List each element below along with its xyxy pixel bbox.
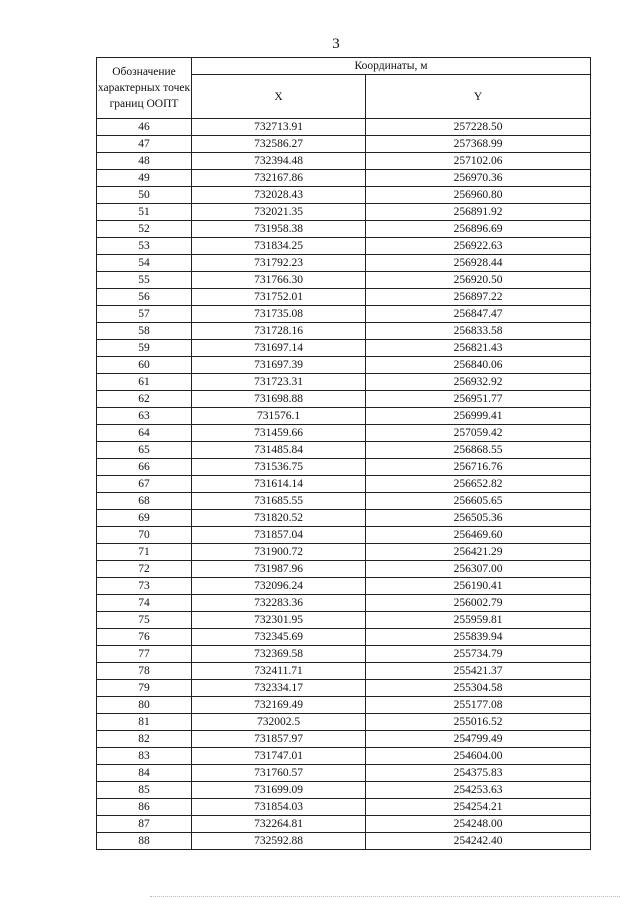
point-id-cell: 86 <box>97 799 192 816</box>
y-coordinate-cell: 257368.99 <box>366 136 591 153</box>
x-coordinate-cell: 731614.14 <box>192 476 366 493</box>
x-coordinate-cell: 731854.03 <box>192 799 366 816</box>
y-coordinate-cell: 256821.43 <box>366 340 591 357</box>
x-coordinate-cell: 732169.49 <box>192 697 366 714</box>
y-coordinate-cell: 256932.92 <box>366 374 591 391</box>
point-id-cell: 53 <box>97 238 192 255</box>
table-row <box>97 476 591 493</box>
y-coordinate-cell: 254604.00 <box>366 748 591 765</box>
point-label-header: Обозначение характерных точек границ ООПТ <box>97 58 192 119</box>
y-coordinate-cell: 255304.58 <box>366 680 591 697</box>
point-id-cell: 58 <box>97 323 192 340</box>
table-row <box>97 578 591 595</box>
x-coordinate-cell: 731723.31 <box>192 374 366 391</box>
y-coordinate-cell: 256833.58 <box>366 323 591 340</box>
point-id-cell: 83 <box>97 748 192 765</box>
table-row <box>97 544 591 561</box>
table-row <box>97 714 591 731</box>
point-id-cell: 60 <box>97 357 192 374</box>
table-row <box>97 238 591 255</box>
y-column-header: Y <box>366 75 591 119</box>
point-id-cell: 46 <box>97 119 192 136</box>
y-coordinate-cell: 256896.69 <box>366 221 591 238</box>
table-row <box>97 697 591 714</box>
point-id-cell: 84 <box>97 765 192 782</box>
table-row <box>97 748 591 765</box>
table-row <box>97 782 591 799</box>
point-id-cell: 73 <box>97 578 192 595</box>
point-id-cell: 57 <box>97 306 192 323</box>
point-id-cell: 75 <box>97 612 192 629</box>
table-row <box>97 595 591 612</box>
y-coordinate-cell: 255959.81 <box>366 612 591 629</box>
table-row <box>97 357 591 374</box>
x-coordinate-cell: 732283.36 <box>192 595 366 612</box>
table-row <box>97 425 591 442</box>
y-coordinate-cell: 255016.52 <box>366 714 591 731</box>
point-id-cell: 72 <box>97 561 192 578</box>
table-row <box>97 833 591 850</box>
coordinates-table <box>96 57 591 850</box>
table-row <box>97 646 591 663</box>
y-coordinate-cell: 256951.77 <box>366 391 591 408</box>
y-coordinate-cell: 256847.47 <box>366 306 591 323</box>
table-row <box>97 374 591 391</box>
table-row <box>97 119 591 136</box>
table-row <box>97 408 591 425</box>
x-coordinate-cell: 732586.27 <box>192 136 366 153</box>
x-coordinate-cell: 732713.91 <box>192 119 366 136</box>
x-coordinate-cell: 731576.1 <box>192 408 366 425</box>
x-coordinate-cell: 732394.48 <box>192 153 366 170</box>
x-coordinate-cell: 732411.71 <box>192 663 366 680</box>
x-coordinate-cell: 732096.24 <box>192 578 366 595</box>
table-row <box>97 187 591 204</box>
y-coordinate-cell: 256970.36 <box>366 170 591 187</box>
point-id-cell: 49 <box>97 170 192 187</box>
x-coordinate-cell: 732028.43 <box>192 187 366 204</box>
table-row <box>97 391 591 408</box>
table-row <box>97 561 591 578</box>
point-id-cell: 85 <box>97 782 192 799</box>
y-coordinate-cell: 256928.44 <box>366 255 591 272</box>
table-row <box>97 170 591 187</box>
x-coordinate-cell: 732592.88 <box>192 833 366 850</box>
point-id-cell: 71 <box>97 544 192 561</box>
x-coordinate-cell: 731699.09 <box>192 782 366 799</box>
y-coordinate-cell: 257059.42 <box>366 425 591 442</box>
point-id-cell: 66 <box>97 459 192 476</box>
table-row <box>97 629 591 646</box>
y-coordinate-cell: 256605.65 <box>366 493 591 510</box>
point-id-cell: 54 <box>97 255 192 272</box>
point-id-cell: 82 <box>97 731 192 748</box>
table-row <box>97 663 591 680</box>
point-id-cell: 79 <box>97 680 192 697</box>
table-row <box>97 680 591 697</box>
page-number: 3 <box>332 36 340 52</box>
x-column-header: X <box>192 75 366 119</box>
table-row <box>97 255 591 272</box>
table-row <box>97 493 591 510</box>
point-id-cell: 56 <box>97 289 192 306</box>
y-coordinate-cell: 256920.50 <box>366 272 591 289</box>
y-coordinate-cell: 256307.00 <box>366 561 591 578</box>
point-id-cell: 50 <box>97 187 192 204</box>
table-row <box>97 816 591 833</box>
x-coordinate-cell: 731685.55 <box>192 493 366 510</box>
x-coordinate-cell: 732345.69 <box>192 629 366 646</box>
point-id-cell: 48 <box>97 153 192 170</box>
point-id-cell: 80 <box>97 697 192 714</box>
y-coordinate-cell: 256716.76 <box>366 459 591 476</box>
table-row <box>97 510 591 527</box>
point-id-cell: 76 <box>97 629 192 646</box>
y-coordinate-cell: 255177.08 <box>366 697 591 714</box>
x-coordinate-cell: 732369.58 <box>192 646 366 663</box>
point-id-cell: 69 <box>97 510 192 527</box>
point-id-cell: 81 <box>97 714 192 731</box>
point-id-cell: 70 <box>97 527 192 544</box>
y-coordinate-cell: 256999.41 <box>366 408 591 425</box>
point-id-cell: 68 <box>97 493 192 510</box>
x-coordinate-cell: 731697.14 <box>192 340 366 357</box>
y-coordinate-cell: 256840.06 <box>366 357 591 374</box>
x-coordinate-cell: 731735.08 <box>192 306 366 323</box>
x-coordinate-cell: 731987.96 <box>192 561 366 578</box>
y-coordinate-cell: 254799.49 <box>366 731 591 748</box>
y-coordinate-cell: 256469.60 <box>366 527 591 544</box>
y-coordinate-cell: 256421.29 <box>366 544 591 561</box>
x-coordinate-cell: 731747.01 <box>192 748 366 765</box>
point-id-cell: 62 <box>97 391 192 408</box>
table-row <box>97 221 591 238</box>
x-coordinate-cell: 731958.38 <box>192 221 366 238</box>
point-id-cell: 52 <box>97 221 192 238</box>
point-id-cell: 87 <box>97 816 192 833</box>
table-row <box>97 289 591 306</box>
table-row <box>97 442 591 459</box>
x-coordinate-cell: 731536.75 <box>192 459 366 476</box>
table-row <box>97 204 591 221</box>
x-coordinate-cell: 731760.57 <box>192 765 366 782</box>
point-id-cell: 77 <box>97 646 192 663</box>
x-coordinate-cell: 731857.97 <box>192 731 366 748</box>
y-coordinate-cell: 256922.63 <box>366 238 591 255</box>
point-id-cell: 55 <box>97 272 192 289</box>
table-row <box>97 612 591 629</box>
table-row <box>97 306 591 323</box>
y-coordinate-cell: 256505.36 <box>366 510 591 527</box>
point-id-cell: 47 <box>97 136 192 153</box>
x-coordinate-cell: 731459.66 <box>192 425 366 442</box>
table-row <box>97 731 591 748</box>
table-header <box>97 58 591 119</box>
y-coordinate-cell: 256891.92 <box>366 204 591 221</box>
point-id-cell: 61 <box>97 374 192 391</box>
x-coordinate-cell: 731900.72 <box>192 544 366 561</box>
x-coordinate-cell: 732002.5 <box>192 714 366 731</box>
y-coordinate-cell: 257102.06 <box>366 153 591 170</box>
x-coordinate-cell: 731834.25 <box>192 238 366 255</box>
y-coordinate-cell: 257228.50 <box>366 119 591 136</box>
x-coordinate-cell: 731766.30 <box>192 272 366 289</box>
table-row <box>97 136 591 153</box>
y-coordinate-cell: 256190.41 <box>366 578 591 595</box>
y-coordinate-cell: 256897.22 <box>366 289 591 306</box>
point-id-cell: 63 <box>97 408 192 425</box>
x-coordinate-cell: 732021.35 <box>192 204 366 221</box>
y-coordinate-cell: 256002.79 <box>366 595 591 612</box>
y-coordinate-cell: 255421.37 <box>366 663 591 680</box>
y-coordinate-cell: 254248.00 <box>366 816 591 833</box>
x-coordinate-cell: 732167.86 <box>192 170 366 187</box>
table-row <box>97 272 591 289</box>
table-row <box>97 153 591 170</box>
point-id-cell: 74 <box>97 595 192 612</box>
x-coordinate-cell: 731857.04 <box>192 527 366 544</box>
table-body <box>97 119 591 850</box>
y-coordinate-cell: 256868.55 <box>366 442 591 459</box>
y-coordinate-cell: 254375.83 <box>366 765 591 782</box>
point-id-cell: 78 <box>97 663 192 680</box>
y-coordinate-cell: 254242.40 <box>366 833 591 850</box>
y-coordinate-cell: 255734.79 <box>366 646 591 663</box>
x-coordinate-cell: 731728.16 <box>192 323 366 340</box>
point-id-cell: 65 <box>97 442 192 459</box>
y-coordinate-cell: 256652.82 <box>366 476 591 493</box>
y-coordinate-cell: 255839.94 <box>366 629 591 646</box>
coordinates-header: Координаты, м <box>192 58 591 75</box>
point-id-cell: 88 <box>97 833 192 850</box>
x-coordinate-cell: 731792.23 <box>192 255 366 272</box>
table-row <box>97 799 591 816</box>
y-coordinate-cell: 254254.21 <box>366 799 591 816</box>
y-coordinate-cell: 254253.63 <box>366 782 591 799</box>
point-id-cell: 59 <box>97 340 192 357</box>
x-coordinate-cell: 731697.39 <box>192 357 366 374</box>
x-coordinate-cell: 732334.17 <box>192 680 366 697</box>
x-coordinate-cell: 731485.84 <box>192 442 366 459</box>
page-footer-rule <box>150 896 620 898</box>
x-coordinate-cell: 731752.01 <box>192 289 366 306</box>
table-row <box>97 459 591 476</box>
table-row <box>97 527 591 544</box>
point-id-cell: 51 <box>97 204 192 221</box>
x-coordinate-cell: 731698.88 <box>192 391 366 408</box>
y-coordinate-cell: 256960.80 <box>366 187 591 204</box>
table-row <box>97 323 591 340</box>
x-coordinate-cell: 732264.81 <box>192 816 366 833</box>
table-row <box>97 340 591 357</box>
x-coordinate-cell: 731820.52 <box>192 510 366 527</box>
table-row <box>97 765 591 782</box>
x-coordinate-cell: 732301.95 <box>192 612 366 629</box>
point-id-cell: 64 <box>97 425 192 442</box>
point-id-cell: 67 <box>97 476 192 493</box>
